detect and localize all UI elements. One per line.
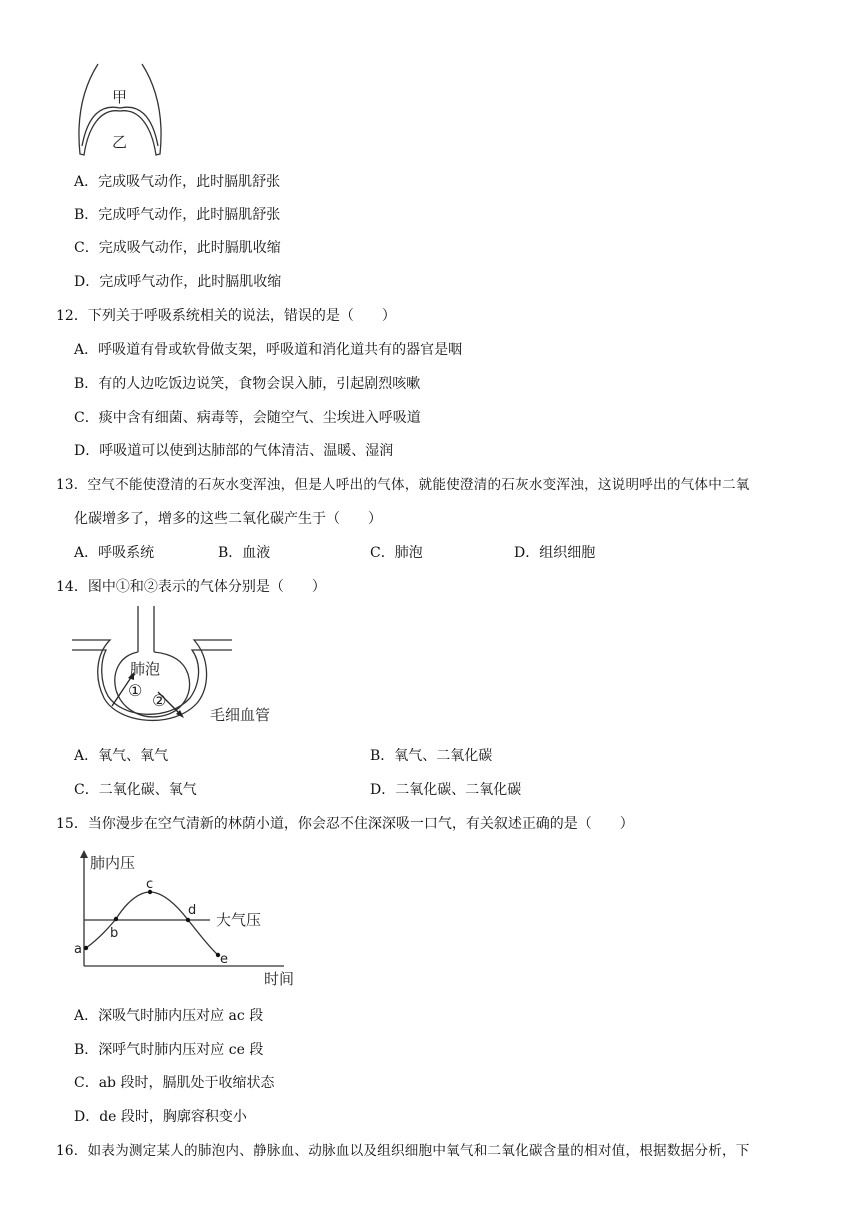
q15-option-d[interactable]: D．de 段时，胸廓容积变小 [74,1109,247,1125]
label-c: c [146,877,154,892]
marker-1: ① [128,681,143,700]
q11-option-d[interactable]: D．完成呼气动作，此时膈肌收缩 [74,274,282,290]
marker-2: ② [152,691,167,710]
q12-option-a[interactable]: A．呼吸道有骨或软骨做支架，呼吸道和消化道共有的器官是咽 [74,342,463,358]
diaphragm-figure [70,56,170,166]
atm-label: 大气压 [216,911,262,929]
q13-option-c[interactable]: C．肺泡 [370,545,423,561]
q13-option-b[interactable]: B．血液 [218,545,271,561]
capillary-label: 毛细血管 [210,706,271,724]
q14-option-b[interactable]: B．氧气、二氧化碳 [370,748,493,764]
q13-option-d[interactable]: D．组织细胞 [514,545,596,561]
alveolus-label: 肺泡 [130,660,161,678]
y-axis-label: 肺内压 [90,854,136,872]
label-jia: 甲 [112,88,128,106]
q15-option-a[interactable]: A．深吸气时肺内压对应 ac 段 [74,1008,264,1024]
q14-option-c[interactable]: C．二氧化碳、氧气 [74,782,197,798]
q14-stem: 14．图中①和②表示的气体分别是（ ） [56,579,326,595]
q15-option-c[interactable]: C．ab 段时，膈肌处于收缩状态 [74,1075,275,1091]
y-axis-arrow [80,850,88,858]
q11-option-c[interactable]: C．完成吸气动作，此时膈肌收缩 [74,240,281,256]
q14-option-a[interactable]: A．氧气、氧气 [74,748,169,764]
point-d [186,918,190,922]
label-b: b [110,926,119,941]
q11-option-a[interactable]: A．完成吸气动作，此时膈肌舒张 [74,174,281,190]
q15-option-b[interactable]: B．深呼气时肺内压对应 ce 段 [74,1042,264,1058]
x-axis-label: 时间 [264,970,295,988]
q15-stem: 15．当你漫步在空气清新的林荫小道，你会忍不住深深吸一口气，有关叙述正确的是（ ） [56,816,634,832]
q16-stem: 16．如表为测定某人的肺泡内、静脉血、动脉血以及组织细胞中氧气和二氧化碳含量的相对值，根据数据分析，下 [56,1143,750,1159]
lung-pressure-chart [70,842,310,992]
q12-stem: 12．下列关于呼吸系统相关的说法，错误的是（ ） [56,308,396,324]
q14-option-d[interactable]: D．二氧化碳、二氧化碳 [370,782,522,798]
point-b [114,917,118,921]
point-a [84,946,88,950]
label-a: a [74,942,82,957]
q12-option-c[interactable]: C．痰中含有细菌、病毒等，会随空气、尘埃进入呼吸道 [74,410,421,426]
q13-option-a[interactable]: A．呼吸系统 [74,545,155,561]
q13-stem-line1: 13．空气不能使澄清的石灰水变浑浊，但是人呼出的气体，就能使澄清的石灰水变浑浊，这说明呼出的气体中二氧 [56,477,750,493]
label-e: e [220,952,228,967]
label-yi: 乙 [112,133,128,151]
q12-option-d[interactable]: D．呼吸道可以使到达肺部的气体清洁、温暖、湿润 [74,443,394,459]
alveolus-figure [70,602,310,732]
pressure-curve [86,892,218,955]
q12-option-b[interactable]: B．有的人边吃饭边说笑，食物会误入肺，引起剧烈咳嗽 [74,376,421,392]
label-d: d [188,903,197,918]
q13-stem-line2: 化碳增多了，增多的这些二氧化碳产生于（ ） [74,511,382,527]
q11-option-b[interactable]: B．完成呼气动作，此时膈肌舒张 [74,207,281,223]
